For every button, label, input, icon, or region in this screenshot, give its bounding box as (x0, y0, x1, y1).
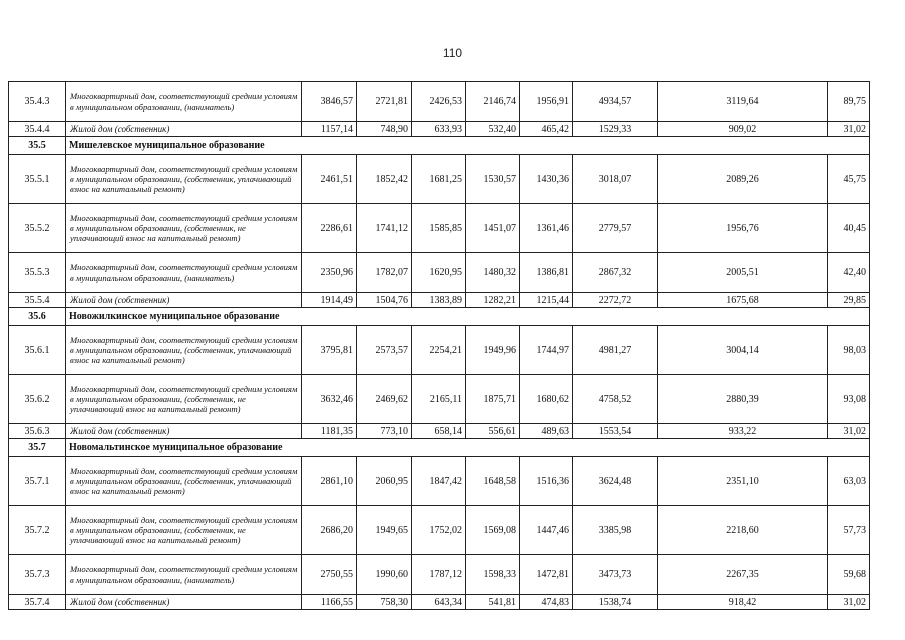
row-code: 35.7.4 (9, 595, 66, 610)
value-cell-4: 1875,71 (466, 375, 520, 424)
value-cell-8: 45,75 (828, 155, 870, 204)
value-cell-3: 1383,89 (412, 293, 466, 308)
value-cell-5: 474,83 (520, 595, 573, 610)
value-cell-6: 4981,27 (573, 326, 658, 375)
value-cell-3: 633,93 (412, 122, 466, 137)
table-row (9, 82, 870, 122)
row-code: 35.5.4 (9, 293, 66, 308)
value-cell-1: 3795,81 (302, 326, 357, 375)
section-title: Новомальтинское муниципальное образование (66, 439, 870, 457)
section-code: 35.5 (9, 137, 66, 155)
row-code: 35.7.1 (9, 457, 66, 506)
row-description: Многоквартирный дом, соответствующий средним условиям в муниципальном образовании, (собственник, уплачивающий взнос на капитальный ремонт) (66, 326, 302, 375)
row-code: 35.4.4 (9, 122, 66, 137)
value-cell-4: 1282,21 (466, 293, 520, 308)
section-code: 35.6 (9, 308, 66, 326)
value-cell-4: 1949,96 (466, 326, 520, 375)
row-code: 35.6.1 (9, 326, 66, 375)
value-cell-7: 2005,51 (658, 253, 828, 293)
value-cell-4: 1451,07 (466, 204, 520, 253)
table-row (9, 457, 870, 506)
row-description: Многоквартирный дом, соответствующий средним условиям в муниципальном образовании, (собственник, уплачивающий взнос на капитальный ремонт) (66, 457, 302, 506)
row-description: Многоквартирный дом, соответствующий средним условиям в муниципальном образовании, (наниматель) (66, 82, 302, 122)
table-row (9, 204, 870, 253)
value-cell-4: 532,40 (466, 122, 520, 137)
value-cell-7: 3004,14 (658, 326, 828, 375)
value-cell-8: 42,40 (828, 253, 870, 293)
row-description: Многоквартирный дом, соответствующий средним условиям в муниципальном образовании, (наниматель) (66, 253, 302, 293)
value-cell-7: 2351,10 (658, 457, 828, 506)
value-cell-6: 3018,07 (573, 155, 658, 204)
value-cell-4: 541,81 (466, 595, 520, 610)
value-cell-1: 1914,49 (302, 293, 357, 308)
value-cell-2: 1504,76 (357, 293, 412, 308)
row-description: Жилой дом (собственник) (66, 424, 302, 439)
table-row (9, 122, 870, 137)
value-cell-8: 59,68 (828, 555, 870, 595)
value-cell-2: 748,90 (357, 122, 412, 137)
value-cell-1: 2750,55 (302, 555, 357, 595)
value-cell-2: 1782,07 (357, 253, 412, 293)
value-cell-3: 658,14 (412, 424, 466, 439)
value-cell-6: 1553,54 (573, 424, 658, 439)
value-cell-3: 1681,25 (412, 155, 466, 204)
value-cell-4: 1569,08 (466, 506, 520, 555)
value-cell-1: 2461,51 (302, 155, 357, 204)
row-description: Многоквартирный дом, соответствующий средним условиям в муниципальном образовании, (собственник, не уплачивающий взнос на капитальный ремонт) (66, 204, 302, 253)
value-cell-6: 2867,32 (573, 253, 658, 293)
value-cell-1: 2861,10 (302, 457, 357, 506)
row-description: Многоквартирный дом, соответствующий средним условиям в муниципальном образовании, (наниматель) (66, 555, 302, 595)
value-cell-2: 2721,81 (357, 82, 412, 122)
value-cell-2: 1741,12 (357, 204, 412, 253)
table-row (9, 506, 870, 555)
value-cell-8: 89,75 (828, 82, 870, 122)
value-cell-5: 1516,36 (520, 457, 573, 506)
value-cell-1: 2686,20 (302, 506, 357, 555)
table-row (9, 155, 870, 204)
row-description: Многоквартирный дом, соответствующий средним условиям в муниципальном образовании, (собственник, уплачивающий взнос на капитальный ремонт) (66, 155, 302, 204)
value-cell-1: 1166,55 (302, 595, 357, 610)
value-cell-1: 3632,46 (302, 375, 357, 424)
value-cell-8: 31,02 (828, 424, 870, 439)
value-cell-7: 1956,76 (658, 204, 828, 253)
tariff-table (8, 81, 870, 610)
row-description: Жилой дом (собственник) (66, 293, 302, 308)
value-cell-2: 1990,60 (357, 555, 412, 595)
value-cell-3: 1787,12 (412, 555, 466, 595)
value-cell-8: 29,85 (828, 293, 870, 308)
value-cell-2: 773,10 (357, 424, 412, 439)
value-cell-8: 63,03 (828, 457, 870, 506)
table-row (9, 595, 870, 610)
value-cell-4: 2146,74 (466, 82, 520, 122)
value-cell-1: 1181,35 (302, 424, 357, 439)
value-cell-6: 3624,48 (573, 457, 658, 506)
value-cell-5: 1386,81 (520, 253, 573, 293)
value-cell-4: 1648,58 (466, 457, 520, 506)
value-cell-4: 1480,32 (466, 253, 520, 293)
table-row (9, 326, 870, 375)
row-description: Многоквартирный дом, соответствующий средним условиям в муниципальном образовании, (собственник, не уплачивающий взнос на капитальный ремонт) (66, 506, 302, 555)
value-cell-5: 1680,62 (520, 375, 573, 424)
value-cell-5: 1215,44 (520, 293, 573, 308)
value-cell-3: 2165,11 (412, 375, 466, 424)
value-cell-2: 1949,65 (357, 506, 412, 555)
row-code: 35.4.3 (9, 82, 66, 122)
value-cell-4: 1598,33 (466, 555, 520, 595)
value-cell-6: 2779,57 (573, 204, 658, 253)
value-cell-7: 909,02 (658, 122, 828, 137)
value-cell-8: 40,45 (828, 204, 870, 253)
value-cell-2: 1852,42 (357, 155, 412, 204)
value-cell-7: 1675,68 (658, 293, 828, 308)
row-description: Жилой дом (собственник) (66, 595, 302, 610)
value-cell-4: 556,61 (466, 424, 520, 439)
section-code: 35.7 (9, 439, 66, 457)
value-cell-7: 918,42 (658, 595, 828, 610)
value-cell-1: 2286,61 (302, 204, 357, 253)
row-code: 35.7.3 (9, 555, 66, 595)
row-code: 35.5.3 (9, 253, 66, 293)
table-row (9, 253, 870, 293)
section-row (9, 439, 870, 457)
value-cell-5: 465,42 (520, 122, 573, 137)
section-title: Мишелевское муниципальное образование (66, 137, 870, 155)
value-cell-7: 2880,39 (658, 375, 828, 424)
row-code: 35.7.2 (9, 506, 66, 555)
value-cell-7: 933,22 (658, 424, 828, 439)
value-cell-5: 1430,36 (520, 155, 573, 204)
table-row (9, 555, 870, 595)
value-cell-1: 2350,96 (302, 253, 357, 293)
value-cell-4: 1530,57 (466, 155, 520, 204)
row-code: 35.6.2 (9, 375, 66, 424)
value-cell-5: 1956,91 (520, 82, 573, 122)
value-cell-6: 4934,57 (573, 82, 658, 122)
value-cell-5: 1447,46 (520, 506, 573, 555)
value-cell-5: 489,63 (520, 424, 573, 439)
value-cell-2: 758,30 (357, 595, 412, 610)
value-cell-6: 3385,98 (573, 506, 658, 555)
value-cell-5: 1472,81 (520, 555, 573, 595)
table-row (9, 424, 870, 439)
value-cell-2: 2573,57 (357, 326, 412, 375)
value-cell-5: 1361,46 (520, 204, 573, 253)
value-cell-1: 1157,14 (302, 122, 357, 137)
page-number: 110 (442, 46, 463, 60)
row-description: Жилой дом (собственник) (66, 122, 302, 137)
value-cell-3: 643,34 (412, 595, 466, 610)
value-cell-5: 1744,97 (520, 326, 573, 375)
value-cell-6: 3473,73 (573, 555, 658, 595)
table-row (9, 375, 870, 424)
table-row (9, 293, 870, 308)
section-row (9, 308, 870, 326)
row-code: 35.5.1 (9, 155, 66, 204)
value-cell-3: 2426,53 (412, 82, 466, 122)
value-cell-6: 1529,33 (573, 122, 658, 137)
value-cell-6: 4758,52 (573, 375, 658, 424)
value-cell-7: 2267,35 (658, 555, 828, 595)
value-cell-2: 2469,62 (357, 375, 412, 424)
value-cell-7: 2089,26 (658, 155, 828, 204)
value-cell-2: 2060,95 (357, 457, 412, 506)
value-cell-3: 1752,02 (412, 506, 466, 555)
row-description: Многоквартирный дом, соответствующий средним условиям в муниципальном образовании, (собственник, не уплачивающий взнос на капитальный ремонт) (66, 375, 302, 424)
value-cell-8: 98,03 (828, 326, 870, 375)
value-cell-6: 1538,74 (573, 595, 658, 610)
value-cell-8: 57,73 (828, 506, 870, 555)
value-cell-3: 1847,42 (412, 457, 466, 506)
value-cell-6: 2272,72 (573, 293, 658, 308)
section-row (9, 137, 870, 155)
value-cell-8: 31,02 (828, 595, 870, 610)
value-cell-8: 93,08 (828, 375, 870, 424)
section-title: Новожилкинское муниципальное образование (66, 308, 870, 326)
value-cell-3: 2254,21 (412, 326, 466, 375)
value-cell-7: 3119,64 (658, 82, 828, 122)
value-cell-1: 3846,57 (302, 82, 357, 122)
table-body (9, 82, 870, 610)
value-cell-8: 31,02 (828, 122, 870, 137)
value-cell-3: 1620,95 (412, 253, 466, 293)
row-code: 35.5.2 (9, 204, 66, 253)
value-cell-7: 2218,60 (658, 506, 828, 555)
row-code: 35.6.3 (9, 424, 66, 439)
value-cell-3: 1585,85 (412, 204, 466, 253)
